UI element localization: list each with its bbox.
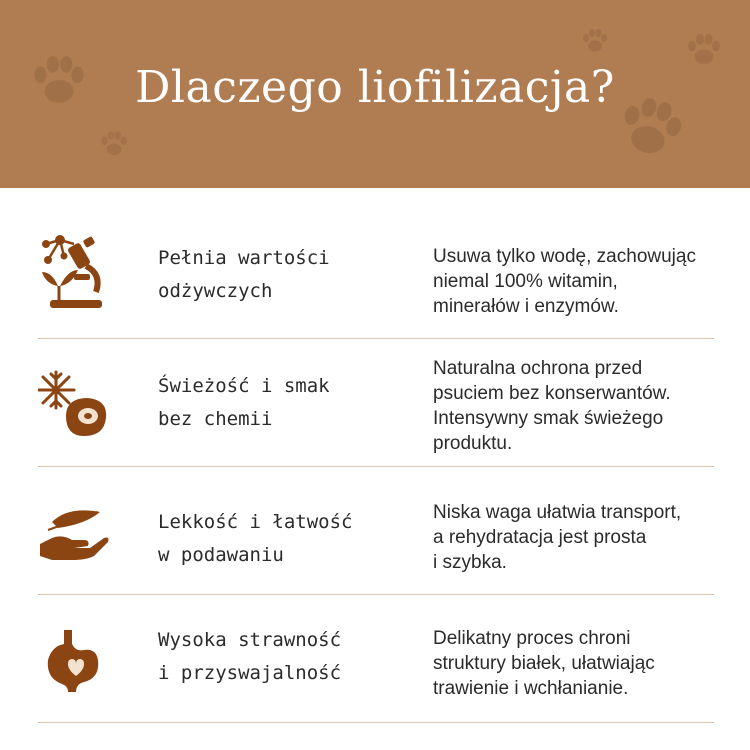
header-banner: [0, 0, 750, 188]
row-description: Niska waga ułatwia transport, a rehydratacja jest prosta i szybka.: [433, 502, 682, 573]
paw-print-icon: [98, 128, 130, 160]
list-item: [38, 350, 714, 465]
row-description: Naturalna ochrona przed psuciem bez konserwantów. Intensywny smak świeżego produktu.: [433, 358, 671, 454]
row-description: Usuwa tylko wodę, zachowując niemal 100% witamin, minerałów i enzymów.: [433, 246, 696, 317]
snowflake-meat-icon: [38, 370, 110, 442]
list-item: [38, 226, 714, 336]
page-title: Dlaczego liofilizacja?: [135, 62, 615, 113]
divider: [38, 466, 714, 467]
list-item: [38, 478, 714, 593]
feather-hand-icon: [38, 506, 110, 578]
divider: [38, 338, 714, 339]
microscope-molecule-icon: [38, 234, 110, 306]
list-item: [38, 606, 714, 721]
divider: [38, 722, 714, 723]
stomach-heart-icon: [38, 628, 110, 700]
row-title: Pełnia wartości odżywczych: [158, 247, 330, 302]
row-title: Świeżość i smak bez chemii: [158, 375, 330, 430]
row-description: Delikatny proces chroni struktury białek, ułatwiając trawienie i wchłanianie.: [433, 628, 655, 699]
row-title: Lekkość i łatwość w podawaniu: [158, 511, 353, 566]
row-title: Wysoka strawność i przyswajalność: [158, 629, 342, 684]
divider: [38, 594, 714, 595]
paw-print-icon: [580, 26, 610, 56]
